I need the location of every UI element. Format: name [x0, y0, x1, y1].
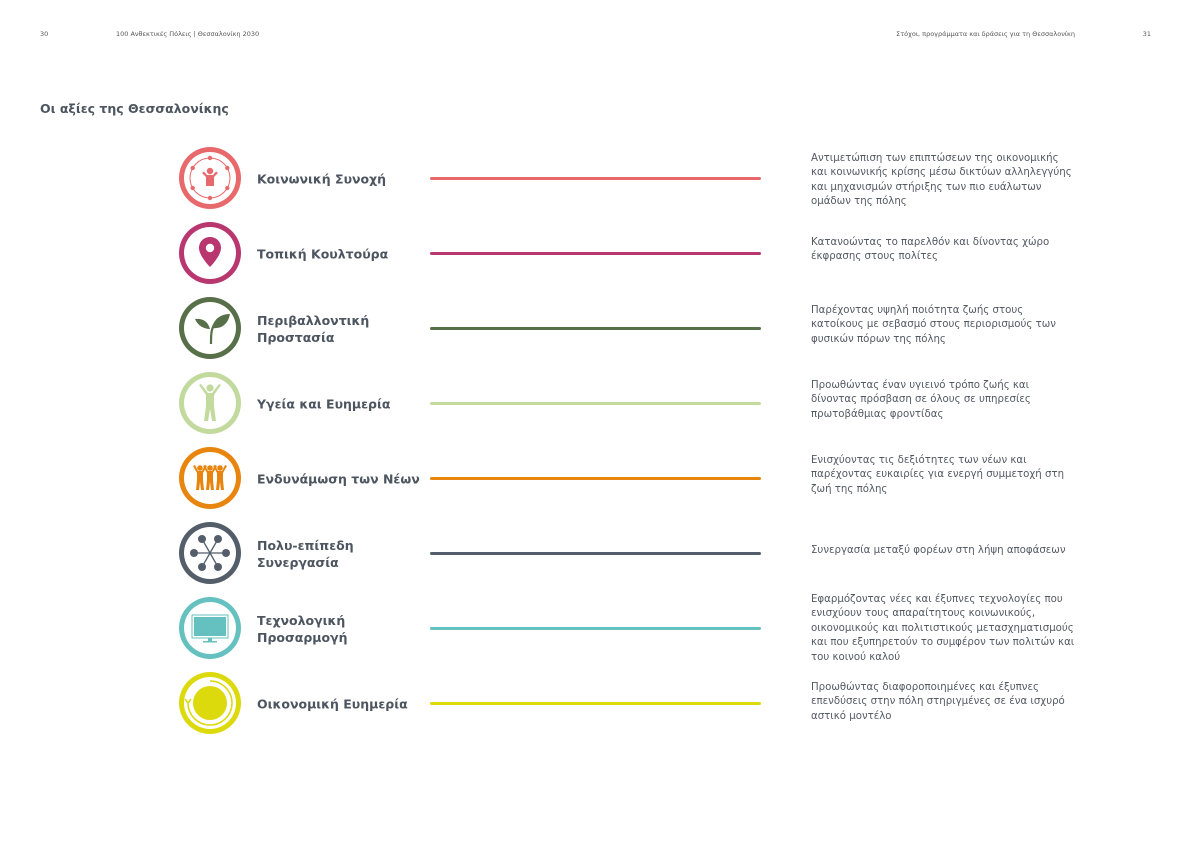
value-description: Ενισχύοντας τις δεξιότητες των νέων και παρέχοντας ευκαιρίες για ενεργή συμμετοχή στη ζωή της πόλης — [811, 455, 1065, 495]
value-description: Συνεργασία μεταξύ φορέων στη λήψη αποφάσεων — [811, 545, 1066, 556]
value-row-economic-prosperity — [0, 671, 1191, 737]
value-connector-line — [430, 702, 761, 705]
leaf-icon — [178, 296, 242, 360]
value-row-local-culture — [0, 221, 1191, 287]
value-connector-line — [430, 627, 761, 630]
left-running-title: 100 Ανθεκτικές Πόλεις | Θεσσαλονίκη 2030 — [116, 30, 260, 38]
monitor-icon — [178, 596, 242, 660]
value-connector-line — [430, 552, 761, 555]
value-row-multilevel-cooperation — [0, 521, 1191, 587]
value-row-social-cohesion — [0, 146, 1191, 212]
value-connector-line — [430, 402, 761, 405]
right-running-title: Στόχοι, προγράμματα και δράσεις για τη Θεσσαλονίκη — [896, 30, 1075, 38]
location-pin-icon — [178, 221, 242, 285]
value-description: Εφαρμόζοντας νέες και έξυπνες τεχνολογίες που ενισχύουν τους απαραίτητους κοινωνικούς, οικονομικούς και πολιτιστικούς μετασχηματισμούς και που εξυπηρετούν το συμφέρον των πολιτών και του κοινού καλού — [811, 594, 1075, 663]
value-description: Προωθώντας έναν υγιεινό τρόπο ζωής και δίνοντας πρόσβαση σε όλους σε υπηρεσίες πρωτοβάθμιας φροντίδας — [811, 380, 1031, 420]
value-name: Ενδυνάμωση των Νέων — [257, 471, 420, 487]
value-description: Προωθώντας διαφοροποιημένες και έξυπνες επενδύσεις στην πόλη στηριγμένες σε ένα ισχυρό αστικό μοντέλο — [811, 682, 1065, 722]
network-nodes-icon — [178, 521, 242, 585]
value-name: Οικονομική Ευημερία — [257, 696, 408, 712]
value-name: Περιβαλλοντική Προστασία — [257, 313, 370, 345]
right-page-number: 31 — [1142, 30, 1151, 38]
value-row-health-wellbeing — [0, 371, 1191, 437]
left-page-number: 30 — [40, 30, 49, 38]
coin-cycle-icon — [178, 671, 242, 735]
value-name: Τεχνολογική Προσαρμογή — [257, 613, 348, 645]
people-circle-icon — [178, 146, 242, 210]
value-row-environmental-protection — [0, 296, 1191, 362]
value-description: Κατανοώντας το παρελθόν και δίνοντας χώρο έκφρασης στους πολίτες — [811, 237, 1050, 263]
value-name: Κοινωνική Συνοχή — [257, 171, 387, 187]
value-connector-line — [430, 252, 761, 255]
value-name: Υγεία και Ευημερία — [257, 396, 391, 412]
value-name: Πολυ-επίπεδη Συνεργασία — [257, 538, 354, 570]
value-connector-line — [430, 327, 761, 330]
value-connector-line — [430, 477, 761, 480]
value-description: Παρέχοντας υψηλή ποιότητα ζωής στους κατοίκους με σεβασμό στους περιορισμούς των φυσικών πόρων της πόλης — [811, 305, 1056, 345]
value-description: Αντιμετώπιση των επιπτώσεων της οικονομικής και κοινωνικής κρίσης μέσω δικτύων αλληλεγγύης και μηχανισμών στήριξης των πιο ευάλωτων ομάδων της πόλης — [811, 153, 1072, 208]
value-name: Τοπική Κουλτούρα — [257, 246, 389, 262]
group-people-icon — [178, 446, 242, 510]
person-arms-up-icon — [178, 371, 242, 435]
value-row-youth-empowerment — [0, 446, 1191, 512]
section-title: Οι αξίες της Θεσσαλονίκης — [40, 101, 229, 116]
value-connector-line — [430, 177, 761, 180]
value-row-technological-adaptation — [0, 596, 1191, 662]
